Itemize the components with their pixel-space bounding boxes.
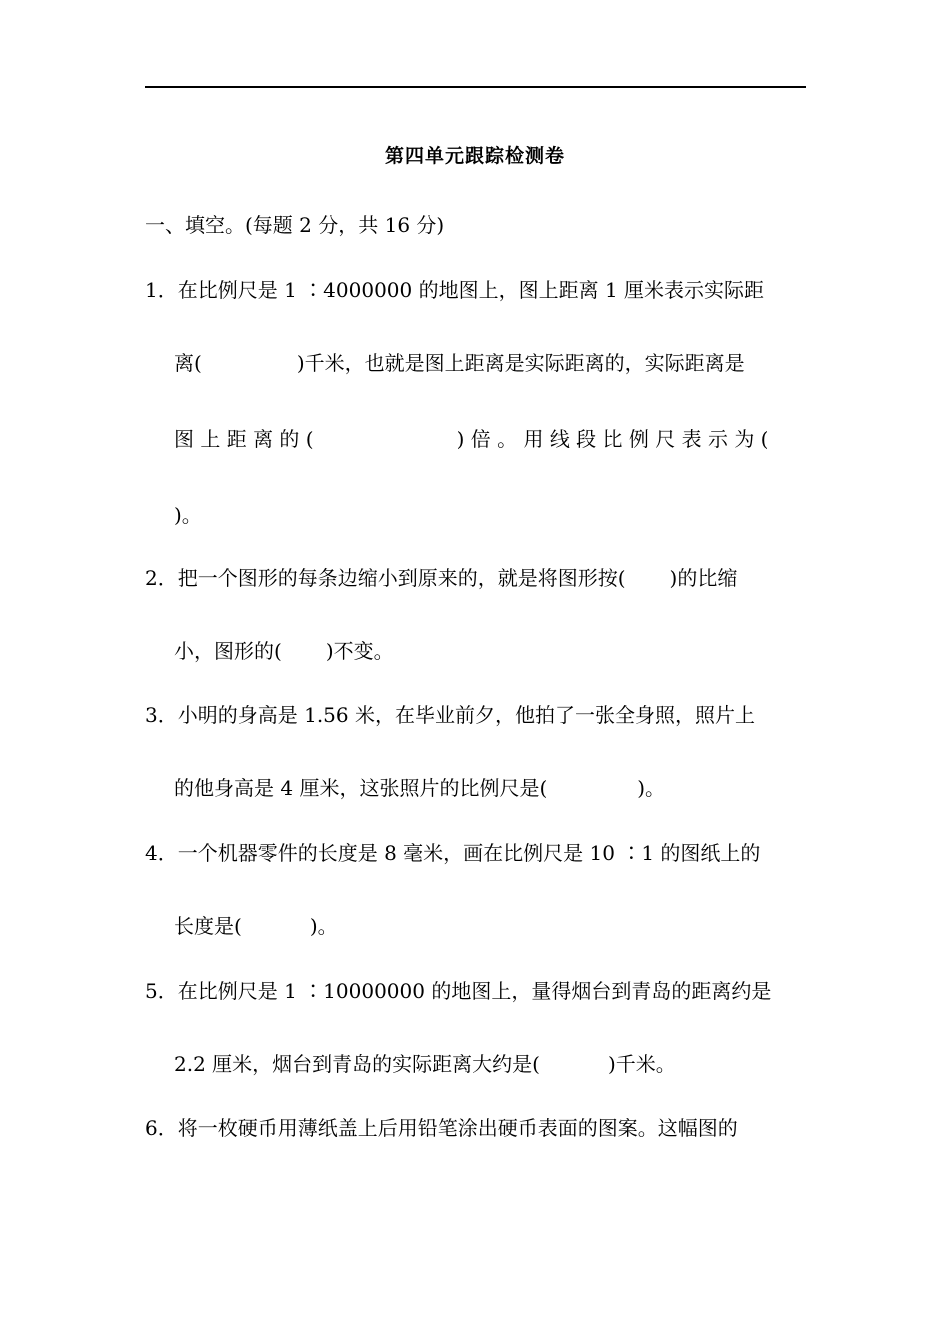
text-fragment: 把一个图形的每条边缩小到原来的，就是将图形按(: [177, 566, 626, 590]
section-heading: 一、填空。(每题 2 分，共 16 分): [145, 213, 445, 237]
text-fragment: 的他身高是 4 厘米，这张照片的比例尺是(: [174, 776, 548, 800]
question-text: 一个机器零件的长度是 8 毫米，画在比例尺是 10 ∶1 的图纸上的: [177, 841, 761, 865]
text-fragment: 2.2 厘米，烟台到青岛的实际距离大约是(: [174, 1052, 540, 1076]
question-5-line-2: [174, 1052, 676, 1076]
question-4-line-2: [174, 914, 338, 938]
question-5-line-1: [145, 979, 771, 1003]
question-1-line-4: )。: [174, 503, 202, 527]
question-1-line-3: [174, 427, 769, 451]
question-text: 在比例尺是 1 ∶10000000 的地图上，量得烟台到青岛的距离约是: [177, 979, 772, 1003]
question-1-line-1: [145, 278, 764, 302]
question-text: 将一枚硬币用薄纸盖上后用铅笔涂出硬币表面的图案。这幅图的: [177, 1116, 738, 1140]
question-1-line-2: [174, 351, 745, 375]
question-6-line-1: [145, 1116, 738, 1140]
question-3-line-1: [145, 703, 755, 727]
text-fragment: ) 倍 。 用 线 段 比 例 尺 表 示 为 (: [456, 427, 769, 451]
header-rule: [145, 86, 806, 88]
question-3-line-2: [174, 776, 665, 800]
question-number: 2．: [145, 566, 178, 590]
text-fragment: )千米，也就是图上距离是实际距离的，实际距离是: [296, 351, 745, 375]
text-fragment: 离(: [174, 351, 202, 375]
text-fragment: )的比缩: [669, 566, 738, 590]
question-4-line-1: [145, 841, 760, 865]
question-number: 5．: [145, 979, 178, 1003]
text-fragment: 图 上 距 离 的 (: [174, 427, 314, 451]
question-number: 6．: [145, 1116, 178, 1140]
page-title: 第四单元跟踪检测卷: [384, 145, 565, 167]
question-2-line-2: [174, 639, 394, 663]
text-fragment: )千米。: [607, 1052, 676, 1076]
question-2-line-1: [145, 566, 737, 590]
text-fragment: )。: [309, 914, 338, 938]
question-number: 1．: [145, 278, 178, 302]
text-fragment: 长度是(: [174, 914, 242, 938]
text-fragment: 小，图形的(: [174, 639, 282, 663]
question-text: 在比例尺是 1 ∶4000000 的地图上，图上距离 1 厘米表示实际距: [177, 278, 765, 302]
question-text: 小明的身高是 1.56 米，在毕业前夕，他拍了一张全身照，照片上: [177, 703, 755, 727]
question-number: 4．: [145, 841, 178, 865]
text-fragment: )。: [637, 776, 666, 800]
text-fragment: )不变。: [325, 639, 394, 663]
question-number: 3．: [145, 703, 178, 727]
